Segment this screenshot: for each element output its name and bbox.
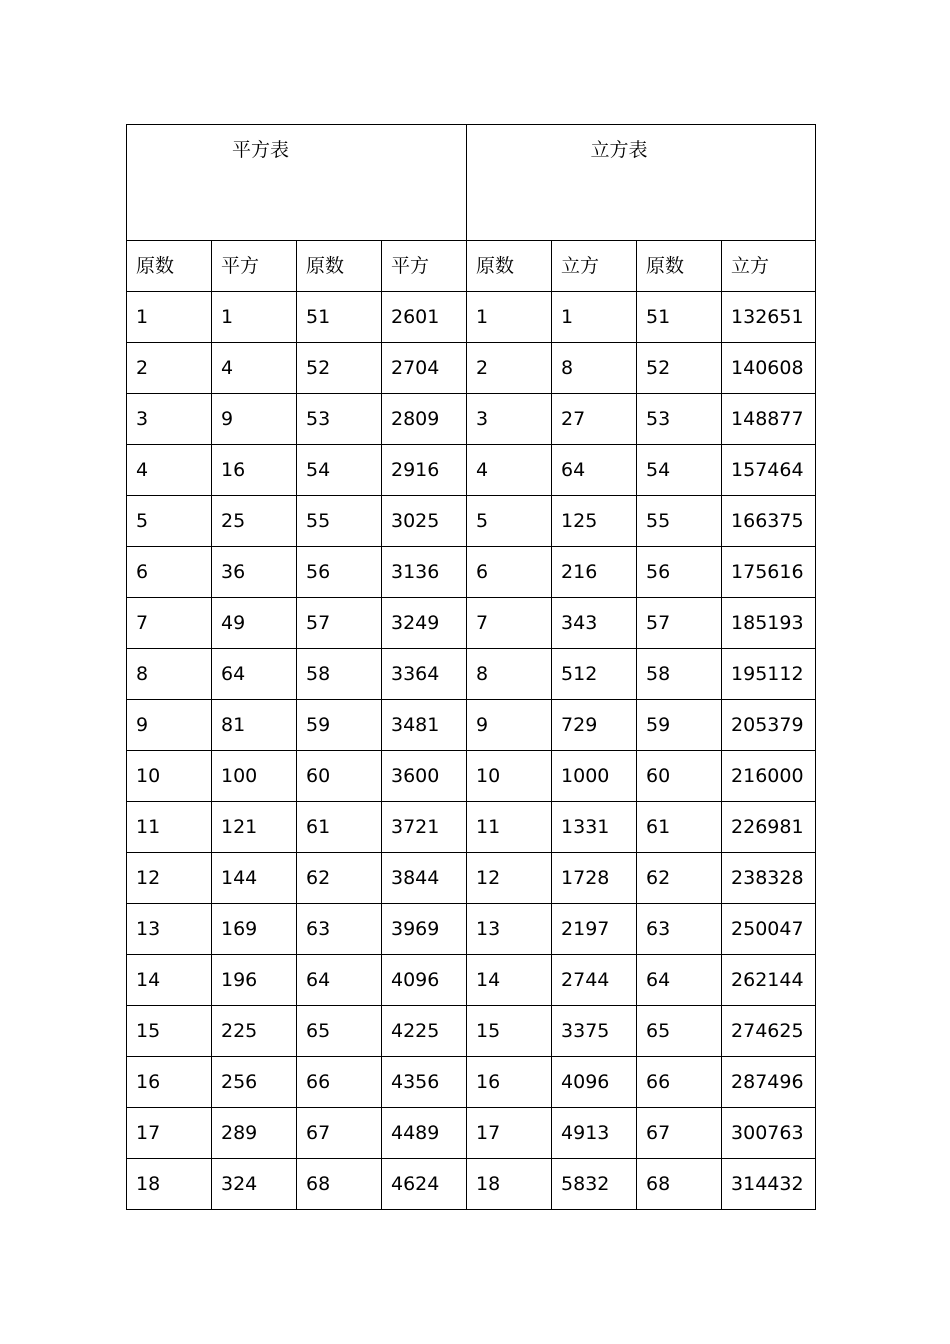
base-number-cell: 16 <box>467 1057 552 1108</box>
base-number-cell: 68 <box>297 1159 382 1210</box>
base-number-cell: 8 <box>127 649 212 700</box>
square-value-cell: 3600 <box>382 751 467 802</box>
base-number-cell: 67 <box>637 1108 722 1159</box>
base-number-cell: 64 <box>297 955 382 1006</box>
table-row <box>127 649 816 700</box>
column-header: 原数 <box>637 241 722 292</box>
cube-value-cell: 157464 <box>722 445 816 496</box>
column-header: 原数 <box>297 241 382 292</box>
base-number-cell: 12 <box>467 853 552 904</box>
square-value-cell: 16 <box>212 445 297 496</box>
base-number-cell: 17 <box>127 1108 212 1159</box>
cube-value-cell: 8 <box>552 343 637 394</box>
base-number-cell: 1 <box>467 292 552 343</box>
cube-value-cell: 5832 <box>552 1159 637 1210</box>
base-number-cell: 54 <box>297 445 382 496</box>
square-table-title-cell <box>127 125 467 241</box>
cube-value-cell: 216 <box>552 547 637 598</box>
base-number-cell: 59 <box>637 700 722 751</box>
square-value-cell: 324 <box>212 1159 297 1210</box>
base-number-cell: 10 <box>127 751 212 802</box>
base-number-cell: 58 <box>297 649 382 700</box>
base-number-cell: 13 <box>467 904 552 955</box>
base-number-cell: 60 <box>637 751 722 802</box>
base-number-cell: 62 <box>297 853 382 904</box>
base-number-cell: 5 <box>467 496 552 547</box>
square-value-cell: 1 <box>212 292 297 343</box>
base-number-cell: 17 <box>467 1108 552 1159</box>
square-value-cell: 225 <box>212 1006 297 1057</box>
base-number-cell: 6 <box>467 547 552 598</box>
base-number-cell: 2 <box>127 343 212 394</box>
base-number-cell: 65 <box>637 1006 722 1057</box>
square-value-cell: 64 <box>212 649 297 700</box>
cube-value-cell: 185193 <box>722 598 816 649</box>
base-number-cell: 6 <box>127 547 212 598</box>
table-row <box>127 343 816 394</box>
cube-value-cell: 140608 <box>722 343 816 394</box>
table-row <box>127 700 816 751</box>
cube-value-cell: 287496 <box>722 1057 816 1108</box>
base-number-cell: 1 <box>127 292 212 343</box>
table-row <box>127 1159 816 1210</box>
square-value-cell: 169 <box>212 904 297 955</box>
base-number-cell: 3 <box>127 394 212 445</box>
column-header: 原数 <box>127 241 212 292</box>
base-number-cell: 7 <box>127 598 212 649</box>
base-number-cell: 65 <box>297 1006 382 1057</box>
cube-value-cell: 205379 <box>722 700 816 751</box>
table-row <box>127 1006 816 1057</box>
base-number-cell: 56 <box>637 547 722 598</box>
base-number-cell: 58 <box>637 649 722 700</box>
square-value-cell: 2601 <box>382 292 467 343</box>
base-number-cell: 51 <box>297 292 382 343</box>
table-row <box>127 292 816 343</box>
base-number-cell: 61 <box>637 802 722 853</box>
square-value-cell: 9 <box>212 394 297 445</box>
square-value-cell: 2704 <box>382 343 467 394</box>
square-value-cell: 256 <box>212 1057 297 1108</box>
base-number-cell: 54 <box>637 445 722 496</box>
square-value-cell: 4489 <box>382 1108 467 1159</box>
cube-value-cell: 314432 <box>722 1159 816 1210</box>
cube-value-cell: 216000 <box>722 751 816 802</box>
cube-value-cell: 166375 <box>722 496 816 547</box>
square-value-cell: 100 <box>212 751 297 802</box>
base-number-cell: 10 <box>467 751 552 802</box>
square-value-cell: 196 <box>212 955 297 1006</box>
table-row <box>127 955 816 1006</box>
cube-value-cell: 274625 <box>722 1006 816 1057</box>
base-number-cell: 56 <box>297 547 382 598</box>
table-row <box>127 547 816 598</box>
cube-value-cell: 125 <box>552 496 637 547</box>
column-header-row <box>127 241 816 292</box>
cube-table-title: 立方表 <box>590 139 648 161</box>
base-number-cell: 52 <box>637 343 722 394</box>
base-number-cell: 5 <box>127 496 212 547</box>
base-number-cell: 52 <box>297 343 382 394</box>
base-number-cell: 67 <box>297 1108 382 1159</box>
column-header: 立方 <box>552 241 637 292</box>
square-value-cell: 144 <box>212 853 297 904</box>
square-value-cell: 3136 <box>382 547 467 598</box>
cube-value-cell: 262144 <box>722 955 816 1006</box>
table-row <box>127 751 816 802</box>
square-value-cell: 3025 <box>382 496 467 547</box>
square-value-cell: 289 <box>212 1108 297 1159</box>
base-number-cell: 11 <box>127 802 212 853</box>
cube-value-cell: 250047 <box>722 904 816 955</box>
cube-value-cell: 2744 <box>552 955 637 1006</box>
base-number-cell: 60 <box>297 751 382 802</box>
cube-value-cell: 300763 <box>722 1108 816 1159</box>
cube-value-cell: 132651 <box>722 292 816 343</box>
base-number-cell: 12 <box>127 853 212 904</box>
base-number-cell: 55 <box>297 496 382 547</box>
cube-value-cell: 4096 <box>552 1057 637 1108</box>
base-number-cell: 14 <box>467 955 552 1006</box>
cube-value-cell: 3375 <box>552 1006 637 1057</box>
table-row <box>127 802 816 853</box>
base-number-cell: 18 <box>127 1159 212 1210</box>
base-number-cell: 53 <box>637 394 722 445</box>
cube-value-cell: 64 <box>552 445 637 496</box>
cube-value-cell: 4913 <box>552 1108 637 1159</box>
cube-value-cell: 27 <box>552 394 637 445</box>
cube-value-cell: 195112 <box>722 649 816 700</box>
square-value-cell: 4356 <box>382 1057 467 1108</box>
title-row <box>127 125 816 241</box>
cube-table-title-cell <box>467 125 816 241</box>
base-number-cell: 64 <box>637 955 722 1006</box>
table-row <box>127 904 816 955</box>
cube-value-cell: 512 <box>552 649 637 700</box>
cube-value-cell: 175616 <box>722 547 816 598</box>
base-number-cell: 63 <box>637 904 722 955</box>
square-value-cell: 81 <box>212 700 297 751</box>
base-number-cell: 8 <box>467 649 552 700</box>
square-value-cell: 2809 <box>382 394 467 445</box>
base-number-cell: 9 <box>467 700 552 751</box>
column-header: 原数 <box>467 241 552 292</box>
cube-value-cell: 2197 <box>552 904 637 955</box>
cube-value-cell: 343 <box>552 598 637 649</box>
base-number-cell: 9 <box>127 700 212 751</box>
table-row <box>127 394 816 445</box>
base-number-cell: 11 <box>467 802 552 853</box>
square-value-cell: 4225 <box>382 1006 467 1057</box>
table-row <box>127 496 816 547</box>
cube-value-cell: 1 <box>552 292 637 343</box>
square-value-cell: 25 <box>212 496 297 547</box>
base-number-cell: 16 <box>127 1057 212 1108</box>
square-value-cell: 4 <box>212 343 297 394</box>
base-number-cell: 55 <box>637 496 722 547</box>
square-value-cell: 4624 <box>382 1159 467 1210</box>
base-number-cell: 15 <box>467 1006 552 1057</box>
square-and-cube-table <box>126 124 816 1210</box>
base-number-cell: 15 <box>127 1006 212 1057</box>
base-number-cell: 3 <box>467 394 552 445</box>
square-value-cell: 3481 <box>382 700 467 751</box>
base-number-cell: 4 <box>127 445 212 496</box>
cube-value-cell: 1331 <box>552 802 637 853</box>
base-number-cell: 66 <box>297 1057 382 1108</box>
cube-value-cell: 226981 <box>722 802 816 853</box>
square-value-cell: 36 <box>212 547 297 598</box>
base-number-cell: 2 <box>467 343 552 394</box>
square-value-cell: 3969 <box>382 904 467 955</box>
base-number-cell: 62 <box>637 853 722 904</box>
base-number-cell: 61 <box>297 802 382 853</box>
square-value-cell: 3721 <box>382 802 467 853</box>
square-value-cell: 2916 <box>382 445 467 496</box>
table-row <box>127 1108 816 1159</box>
base-number-cell: 7 <box>467 598 552 649</box>
column-header: 平方 <box>382 241 467 292</box>
base-number-cell: 68 <box>637 1159 722 1210</box>
square-value-cell: 3844 <box>382 853 467 904</box>
base-number-cell: 57 <box>637 598 722 649</box>
base-number-cell: 18 <box>467 1159 552 1210</box>
column-header: 平方 <box>212 241 297 292</box>
table-row <box>127 598 816 649</box>
table-row <box>127 853 816 904</box>
square-table-title: 平方表 <box>232 139 290 161</box>
cube-value-cell: 238328 <box>722 853 816 904</box>
base-number-cell: 4 <box>467 445 552 496</box>
base-number-cell: 14 <box>127 955 212 1006</box>
cube-value-cell: 1728 <box>552 853 637 904</box>
base-number-cell: 57 <box>297 598 382 649</box>
square-value-cell: 3364 <box>382 649 467 700</box>
square-value-cell: 49 <box>212 598 297 649</box>
column-header: 立方 <box>722 241 816 292</box>
cube-value-cell: 1000 <box>552 751 637 802</box>
table-row <box>127 1057 816 1108</box>
base-number-cell: 51 <box>637 292 722 343</box>
square-value-cell: 4096 <box>382 955 467 1006</box>
cube-value-cell: 729 <box>552 700 637 751</box>
base-number-cell: 63 <box>297 904 382 955</box>
cube-value-cell: 148877 <box>722 394 816 445</box>
base-number-cell: 13 <box>127 904 212 955</box>
square-value-cell: 121 <box>212 802 297 853</box>
table-row <box>127 445 816 496</box>
base-number-cell: 66 <box>637 1057 722 1108</box>
base-number-cell: 53 <box>297 394 382 445</box>
square-value-cell: 3249 <box>382 598 467 649</box>
base-number-cell: 59 <box>297 700 382 751</box>
